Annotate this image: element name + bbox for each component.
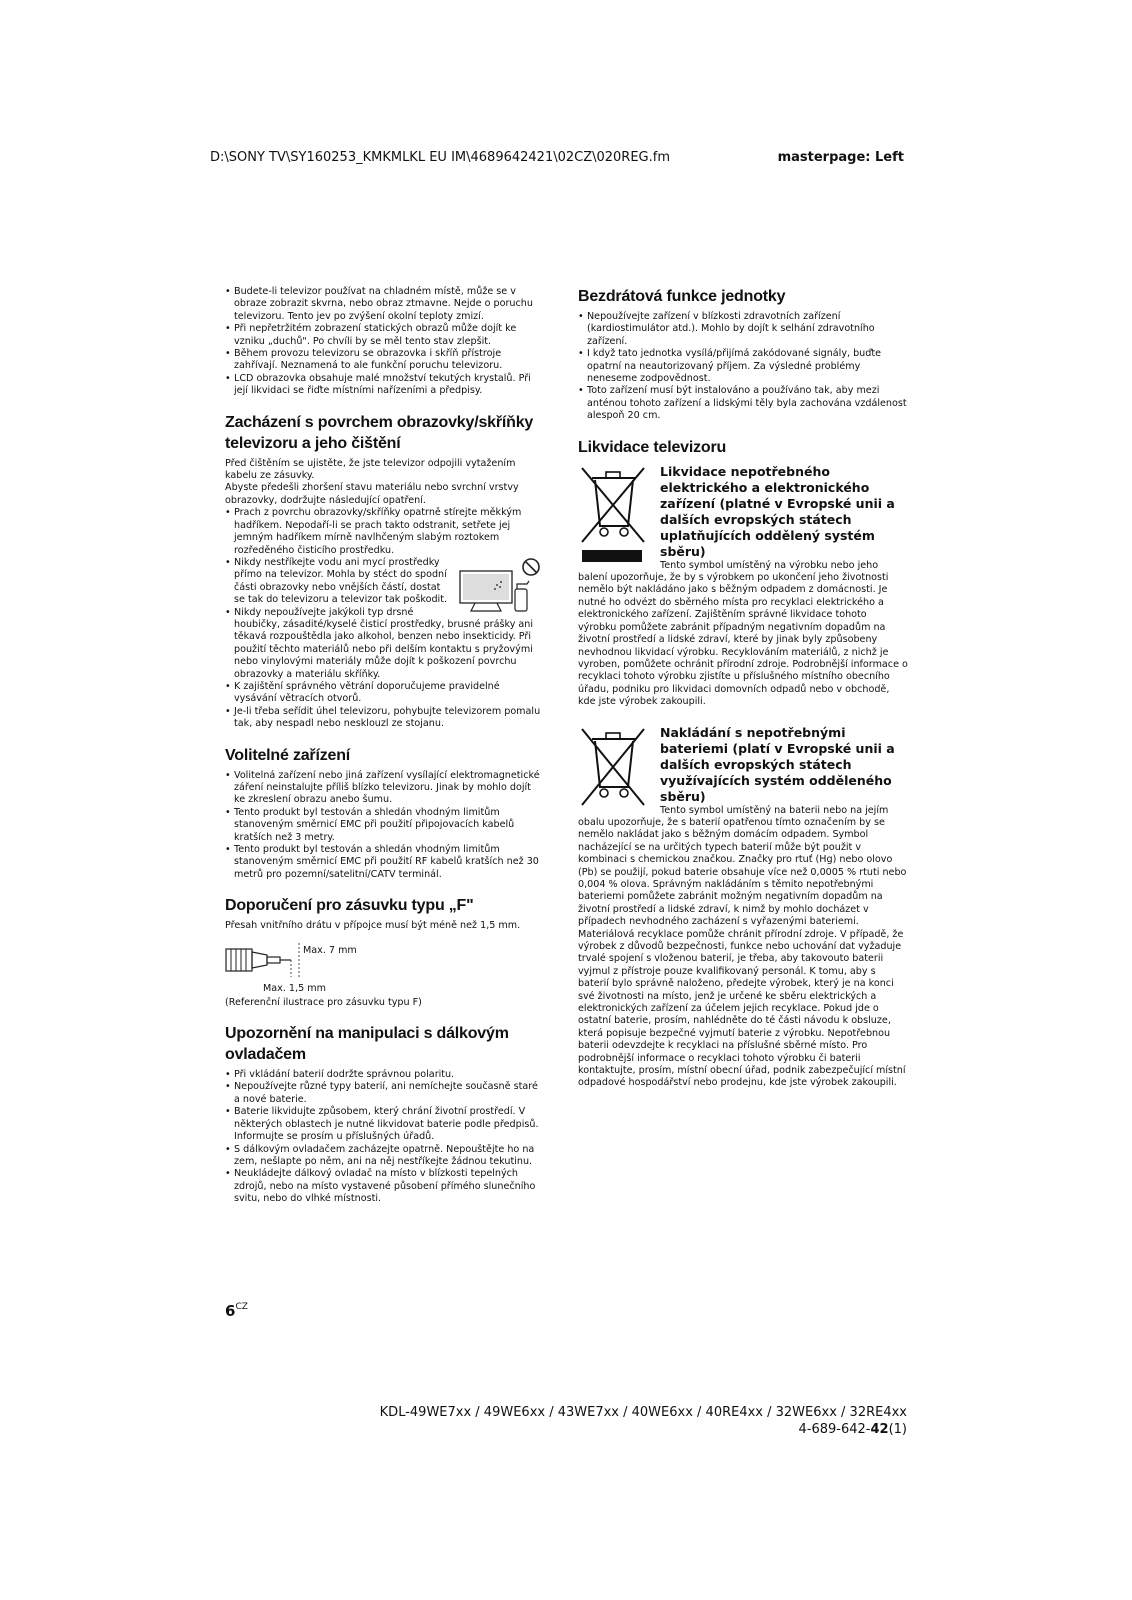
section-title-cleaning: Zacházení s povrchem obrazovky/skříňky televizoru a jeho čištění <box>225 413 534 452</box>
label-max-7mm: Max. 7 mm <box>303 944 357 956</box>
list-item: • S dálkovým ovladačem zacházejte opatrně. Nepouštějte ho na zem, nešlapte po něm, ani na něj nestříkejte žádnou tekutinu. <box>225 1144 545 1169</box>
battery-block <box>578 725 908 1090</box>
list-item: • Nepoužívejte různé typy baterií, ani nemíchejte současně staré a nové baterie. <box>225 1081 545 1106</box>
list-item: • Budete-li televizor používat na chladném místě, může se v obraze zobrazit skvrna, nebo obraz ztmavne. Nejde o poruchu televizoru. Tento jev po zvýšení okolní teploty zmizí. <box>225 286 545 323</box>
list-item: • LCD obrazovka obsahuje malé množství tekutých krystalů. Při její likvidaci se řiďte místními nařízeními a předpisy. <box>225 373 545 398</box>
footer-model-info <box>380 1404 907 1438</box>
document-code-suffix: (1) <box>888 1422 907 1437</box>
remote-bullet-list <box>225 1069 545 1205</box>
document-code <box>380 1421 907 1438</box>
header-masterpage: masterpage: Left <box>777 150 904 165</box>
weee-text: Tento symbol umístěný na výrobku nebo jeho balení upozorňuje, že by s výrobkem po ukončení jeho životnosti nemělo být nakládáno jako s běžným odpadem z domácnosti. Je nutné ho odvézt do sběrného místa pro recyklaci elektrického a elektronického zařízení. Zajištěním správné likvidace tohoto výrobku pomůžete zabránit případným negativním dopadům na životní prostředí a lidské zdraví, které by jinak byly způsobeny nevhodnou likvidací výrobku. Recyklováním materiálů, z nichž je vyroben, pomůžete ochránit přírodní zdroje. Podrobnější informace o recyklaci tohoto výrobku zjistíte u příslušného místního obecního úřadu, podniku pro likvidaci domovních odpadů nebo v obchodě, kde jste výrobek zakoupili. <box>578 559 908 708</box>
list-item: • Při nepřetržitém zobrazení statických obrazů může dojít ke vzniku „duchů". Po chvíli by se měl tento stav zlepšit. <box>225 323 545 348</box>
label-max-1-5mm: Max. 1,5 mm <box>263 982 326 994</box>
header-file-path: D:\SONY TV\SY160253_KMKMLKL EU IM\4689642421\02CZ\020REG.fm <box>210 150 671 165</box>
cleaning-bullet-list <box>225 507 545 730</box>
list-item: • Baterie likvidujte způsobem, který chrání životní prostředí. V některých oblastech je nutné likvidovat baterie podle předpisů. Informujte se prosím u příslušných úřadů. <box>225 1106 545 1143</box>
crossed-bin-icon <box>578 725 646 811</box>
list-item: • Je-li třeba seřídit úhel televizoru, pohybujte televizorem pomalu tak, aby nespadl nebo nesklouzl ze stojanu. <box>225 706 545 731</box>
page-number-value: 6 <box>225 1302 236 1320</box>
list-item: • Tento produkt byl testován a shledán vhodným limitům stanoveným směrnicí EMC při použití připojovacích kabelů kratších než 3 metry. <box>225 807 545 844</box>
section-title-wireless: Bezdrátová funkce jednotky <box>578 288 786 305</box>
right-column <box>578 286 908 1090</box>
model-list: KDL-49WE7xx / 49WE6xx / 43WE7xx / 40WE6xx / 40RE4xx / 32WE6xx / 32RE4xx <box>379 1405 907 1420</box>
list-item: • Nikdy nepoužívejte jakýkoli typ drsné houbičky, zásadité/kyselé čisticí prostředky, brusné prášky ani těkavá rozpouštědla jako alkohol, benzen nebo insekticidy. Při použití těchto materiálů nebo při delším kontaktu s pryžovými nebo vinylovými materiály může dojít k poškození povrchu obrazovky a materiálu skříňky. <box>225 607 545 681</box>
list-item: • K zajištění správného větrání doporučujeme pravidelné vysávání větracích otvorů. <box>225 681 545 706</box>
document-code-prefix: 4-689-642- <box>798 1422 871 1437</box>
list-item <box>225 557 545 607</box>
list-item: • I když tato jednotka vysílá/přijímá zakódované signály, buďte opatrní na neautorizovaný příjem. Za výsledné problémy neneseme zodpovědnost. <box>578 348 908 385</box>
document-code-bold: 42 <box>870 1422 889 1437</box>
left-column <box>225 286 545 1206</box>
f-connector-icon <box>225 941 305 981</box>
list-item: • Neukládejte dálkový ovladač na místo v blízkosti tepelných zdrojů, nebo na místo vystavené působení přímého slunečního svitu, nebo do vlhké místnosti. <box>225 1168 545 1205</box>
list-item: • Toto zařízení musí být instalováno a používáno tak, aby mezi anténou tohoto zařízení a lidskými těly byla zachována vzdálenost alespoň 20 cm. <box>578 385 908 422</box>
list-item: • Volitelná zařízení nebo jiná zařízení vysílající elektromagnetické záření neinstalujte příliš blízko televizoru. Jinak by mohlo dojít ke zkreslení obrazu anebo šumu. <box>225 770 545 807</box>
crossed-bin-icon <box>578 464 646 564</box>
list-item: • Během provozu televizoru se obrazovka i skříň přístroje zahřívají. Neznamená to ale funkční poruchu televizoru. <box>225 348 545 373</box>
section-title-optional: Volitelné zařízení <box>225 746 351 764</box>
list-item: • Při vkládání baterií dodržte správnou polaritu. <box>225 1069 545 1081</box>
list-item: • Nepoužívejte zařízení v blízkosti zdravotních zařízení (kardiostimulátor atd.). Mohlo by dojít k selhání zdravotního zařízení. <box>578 311 908 348</box>
optional-bullet-list <box>225 770 545 882</box>
figure-caption: (Referenční ilustrace pro zásuvku typu F) <box>225 996 422 1008</box>
page-language: CZ <box>235 1302 248 1312</box>
f-connector-figure <box>225 941 545 997</box>
section-title-fsocket: Doporučení pro zásuvku typu „F" <box>225 897 474 915</box>
list-item: • Tento produkt byl testován a shledán vhodným limitům stanoveným směrnicí EMC při použití RF kabelů kratších než 30 metrů pro pozemní/satelitní/CATV terminál. <box>225 844 545 881</box>
wireless-bullet-list <box>578 311 908 423</box>
section-title-disposal: Likvidace televizoru <box>578 438 727 456</box>
page-number <box>225 1302 248 1320</box>
paragraph: Přesah vnitřního drátu v přípojce musí být méně než 1,5 mm. <box>225 920 521 932</box>
section-title-remote: Upozornění na manipulaci s dálkovým ovladačem <box>225 1025 509 1064</box>
paragraph: Před čištěním se ujistěte, že jste televizor odpojili vytažením kabelu ze zásuvky. <box>225 457 516 482</box>
battery-text: Tento symbol umístěný na baterii nebo na jejím obalu upozorňuje, že s baterií opatřenou tímto označením by se nemělo nakládat jako s běžným domácím odpadem. Symbol nacházející se na určitých typech baterií může být použit v kombinaci s chemickou značkou. Značky pro rtuť (Hg) nebo olovo (Pb) se použijí, pokud baterie obsahuje více než 0,0005 % rtuti nebo 0,004 % olova. Správným nakládáním s těmito nepotřebnými bateriemi pomůžete zabránit možným negativním dopadům na životní prostředí a lidské zdraví, k nimž by mohlo docházet v případech nevhodného zacházení s vyřazenými bateriemi. Materiálová recyklace pomůže chránit přírodní zdroje. V případě, že výrobek z důvodů bezpečnosti, funkce nebo uchování dat vyžaduje trvalé spojení s vloženou baterií, je třeba, aby takovouto baterii vyjmul z přístroje pouze kvalifikovaný personál. K tomu, aby s baterií bylo správně naloženo, předejte výrobek, který je na konci své životnosti na místo, jenž je určené ke sběru elektrických a elektronických zařízení za účelem jejich recyklace. Pokud jde o ostatní baterie, prosím, nahlédněte do té části návodu k obsluze, která popisuje bezpečné vyjmutí baterie z výrobku. Nepotřebnou baterii odevzdejte k recyklaci na příslušné sběrné místo. Pro podrobnější informace o recyklaci tohoto výrobku či baterii kontaktujte, prosím, místní obecní úřad, podnik zabezpečující místní odpadové hospodářství nebo prodejnu, kde jste výrobek zakoupili. <box>578 804 907 1089</box>
weee-block <box>578 464 908 709</box>
battery-heading: Nakládání s nepotřebnými bateriemi (platí v Evropské unii a dalších evropských státech využívajících systém odděleného sběru) <box>660 724 895 804</box>
intro-bullet-list <box>225 286 545 398</box>
weee-heading: Likvidace nepotřebného elektrického a elektronického zařízení (platné v Evropské unii a dalších evropských státech uplatňujících oddělený systém sběru) <box>660 463 895 559</box>
list-item: • Prach z povrchu obrazovky/skříňky opatrně stírejte měkkým hadříkem. Nepodaří-li se prach takto odstranit, setřete jej jemným hadříkem mírně navlhčeným slabým roztokem rozředěného čisticího prostředku. <box>225 507 545 557</box>
paragraph: Abyste předešli zhoršení stavu materiálu nebo svrchní vrstvy obrazovky, dodržujte následující opatření. <box>225 482 519 506</box>
list-item-text: Nikdy nestříkejte vodu ani mycí prostředky přímo na televizor. Mohla by stéct do spodní části obrazovky nebo vnějších částí, dostat se tak do televizoru a televizor tak poškodit. <box>234 556 448 606</box>
